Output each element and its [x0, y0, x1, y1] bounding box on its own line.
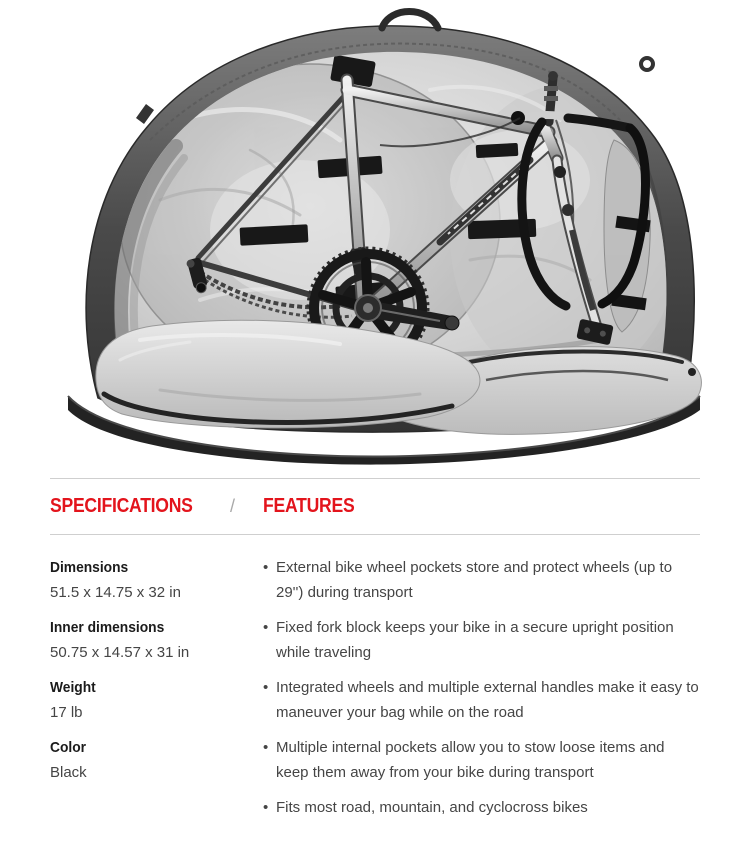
- flap-corner-loop: [688, 368, 696, 376]
- spec-label: Weight: [50, 679, 96, 696]
- brake-caliper: [554, 166, 566, 178]
- feature-item: [263, 675, 700, 725]
- handlebar-center: [520, 115, 568, 118]
- bullet: •: [263, 619, 269, 636]
- feature-text: Integrated wheels and multiple external handles make it easy to maneuver your bag while on the road: [276, 679, 699, 721]
- spec-value: 17 lb: [50, 704, 83, 721]
- headset-spacer: [544, 96, 558, 101]
- spec-item-inner-dimensions: [50, 615, 263, 665]
- specifications-heading: SPECIFICATIONS: [50, 495, 193, 517]
- feature-text: Multiple internal pockets allow you to stow loose items and keep them away from your bike during transport: [276, 739, 665, 781]
- specifications-header-cell: [50, 495, 263, 518]
- feature-item: [263, 615, 700, 665]
- pedal-spindle: [445, 316, 459, 330]
- spec-label: Inner dimensions: [50, 619, 165, 636]
- spec-value: Black: [50, 764, 87, 781]
- feature-item: [263, 795, 700, 820]
- divider-mid: [50, 534, 700, 535]
- section-header: [0, 479, 750, 534]
- bullet: •: [263, 799, 269, 816]
- spec-label: Dimensions: [50, 559, 129, 576]
- specifications-list: [50, 555, 263, 830]
- content-row: [0, 555, 750, 830]
- feature-item: [263, 555, 700, 605]
- bullet: •: [263, 739, 269, 756]
- fork-logo: [562, 204, 574, 216]
- spec-label: Color: [50, 739, 87, 756]
- stem-cap: [548, 71, 558, 81]
- features-heading: FEATURES: [263, 495, 355, 517]
- feature-text: Fixed fork block keeps your bike in a secure upright position while traveling: [276, 619, 674, 661]
- spec-item-dimensions: [50, 555, 263, 605]
- spec-value: 51.5 x 14.75 x 32 in: [50, 584, 181, 601]
- header-separator: /: [229, 496, 235, 516]
- spec-value: 50.75 x 14.57 x 31 in: [50, 644, 190, 661]
- headset-spacer: [544, 86, 558, 91]
- bullet: •: [263, 679, 269, 696]
- bullet: •: [263, 559, 269, 576]
- side-strap-tab: [136, 104, 154, 124]
- features-list: [263, 555, 700, 830]
- strap-loop: [641, 58, 653, 70]
- feature-text: External bike wheel pockets store and protect wheels (up to 29'') during transport: [276, 559, 673, 601]
- spec-item-color: [50, 735, 263, 785]
- feature-item: [263, 735, 700, 785]
- feature-text: Fits most road, mountain, and cyclocross bikes: [276, 799, 588, 816]
- spec-item-weight: [50, 675, 263, 725]
